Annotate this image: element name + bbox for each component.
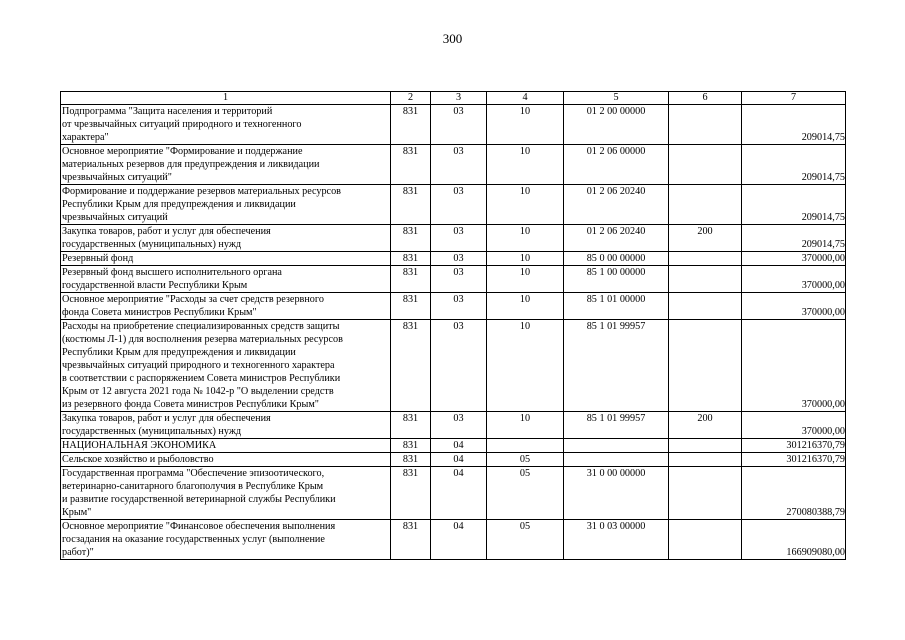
column-header-1: 1 bbox=[61, 92, 391, 105]
column-number-row bbox=[61, 92, 846, 105]
admin-code: 831 bbox=[391, 252, 431, 266]
target-article-code: 01 2 06 20240 bbox=[564, 185, 669, 225]
column-header-4: 4 bbox=[487, 92, 564, 105]
amount-value: 370000,00 bbox=[742, 252, 846, 266]
subsection-code: 10 bbox=[487, 293, 564, 320]
subsection-code: 10 bbox=[487, 225, 564, 252]
target-article-code: 85 1 01 00000 bbox=[564, 293, 669, 320]
row-name-line: Основное мероприятие "Формирование и поддержание bbox=[62, 146, 303, 157]
expense-type-code bbox=[669, 520, 742, 560]
target-article-code: 01 2 06 20240 bbox=[564, 225, 669, 252]
row-name-line: Сельское хозяйство и рыболовство bbox=[62, 454, 214, 465]
admin-code: 831 bbox=[391, 520, 431, 560]
row-name-line: Расходы на приобретение специализированных средств защиты bbox=[62, 321, 340, 332]
row-name-line: в соответствии с распоряжением Совета министров Республики bbox=[62, 373, 341, 384]
column-header-7: 7 bbox=[742, 92, 846, 105]
row-name-line: госзадания на оказание государственных услуг (выполнение bbox=[62, 534, 325, 545]
subsection-code: 05 bbox=[487, 467, 564, 520]
row-name-line: Республики Крым для предупреждения и ликвидации bbox=[62, 347, 296, 358]
budget-table bbox=[60, 91, 846, 560]
expense-type-code bbox=[669, 145, 742, 185]
row-name-line: чрезвычайных ситуаций" bbox=[62, 172, 172, 183]
section-code: 04 bbox=[431, 520, 487, 560]
row-name-line: (костюмы Л-1) для восполнения резерва материальных ресурсов bbox=[62, 334, 343, 345]
amount-value: 209014,75 bbox=[742, 105, 846, 145]
row-name-line: Подпрограмма "Защита населения и территорий bbox=[62, 106, 273, 117]
admin-code: 831 bbox=[391, 453, 431, 467]
amount-value: 370000,00 bbox=[742, 320, 846, 412]
admin-code: 831 bbox=[391, 320, 431, 412]
column-header-5: 5 bbox=[564, 92, 669, 105]
row-name bbox=[61, 252, 391, 266]
subsection-code: 10 bbox=[487, 412, 564, 439]
table-row bbox=[61, 293, 846, 320]
expense-type-code bbox=[669, 252, 742, 266]
section-code: 04 bbox=[431, 453, 487, 467]
row-name bbox=[61, 225, 391, 252]
section-code: 03 bbox=[431, 320, 487, 412]
row-name-line: государственных (муниципальных) нужд bbox=[62, 426, 242, 437]
row-name bbox=[61, 439, 391, 453]
row-name-line: ветеринарно-санитарного благополучия в Республике Крым bbox=[62, 481, 324, 492]
expense-type-code bbox=[669, 293, 742, 320]
section-code: 04 bbox=[431, 467, 487, 520]
section-code: 03 bbox=[431, 105, 487, 145]
amount-value: 301216370,79 bbox=[742, 453, 846, 467]
row-name-line: Формирование и поддержание резервов материальных ресурсов bbox=[62, 186, 341, 197]
target-article-code: 31 0 03 00000 bbox=[564, 520, 669, 560]
amount-value: 370000,00 bbox=[742, 412, 846, 439]
row-name-line: Закупка товаров, работ и услуг для обеспечения bbox=[62, 413, 271, 424]
row-name bbox=[61, 412, 391, 439]
expense-type-code bbox=[669, 266, 742, 293]
amount-value: 270080388,79 bbox=[742, 467, 846, 520]
row-name bbox=[61, 185, 391, 225]
section-code: 03 bbox=[431, 412, 487, 439]
row-name-line: Крым" bbox=[62, 507, 92, 518]
row-name-line: Резервный фонд bbox=[62, 253, 134, 264]
section-code: 03 bbox=[431, 145, 487, 185]
table-row bbox=[61, 412, 846, 439]
row-name-line: Республики Крым для предупреждения и ликвидации bbox=[62, 199, 296, 210]
row-name-line: Государственная программа "Обеспечение эпизоотического, bbox=[62, 468, 325, 479]
subsection-code: 05 bbox=[487, 520, 564, 560]
admin-code: 831 bbox=[391, 185, 431, 225]
subsection-code: 10 bbox=[487, 320, 564, 412]
row-name bbox=[61, 467, 391, 520]
table-row bbox=[61, 320, 846, 412]
row-name bbox=[61, 320, 391, 412]
row-name-line: чрезвычайных ситуаций bbox=[62, 212, 168, 223]
table-row bbox=[61, 185, 846, 225]
row-name bbox=[61, 266, 391, 293]
table-row bbox=[61, 266, 846, 293]
row-name-line: материальных резервов для предупреждения и ликвидации bbox=[62, 159, 320, 170]
row-name bbox=[61, 145, 391, 185]
table-row bbox=[61, 225, 846, 252]
row-name-line: государственной власти Республики Крым bbox=[62, 280, 248, 291]
amount-value: 370000,00 bbox=[742, 266, 846, 293]
target-article-code: 01 2 06 00000 bbox=[564, 145, 669, 185]
admin-code: 831 bbox=[391, 266, 431, 293]
expense-type-code bbox=[669, 467, 742, 520]
section-code: 03 bbox=[431, 225, 487, 252]
column-header-6: 6 bbox=[669, 92, 742, 105]
table-row bbox=[61, 520, 846, 560]
subsection-code: 10 bbox=[487, 185, 564, 225]
expense-type-code bbox=[669, 320, 742, 412]
admin-code: 831 bbox=[391, 225, 431, 252]
section-code: 03 bbox=[431, 293, 487, 320]
page-number: 300 bbox=[442, 31, 463, 46]
row-name-line: государственных (муниципальных) нужд bbox=[62, 239, 242, 250]
expense-type-code bbox=[669, 439, 742, 453]
amount-value: 209014,75 bbox=[742, 145, 846, 185]
table-row bbox=[61, 145, 846, 185]
target-article-code: 01 2 00 00000 bbox=[564, 105, 669, 145]
row-name-line: НАЦИОНАЛЬНАЯ ЭКОНОМИКА bbox=[62, 440, 217, 451]
admin-code: 831 bbox=[391, 467, 431, 520]
row-name-line: от чрезвычайных ситуаций природного и техногенного bbox=[62, 119, 302, 130]
row-name-line: Закупка товаров, работ и услуг для обеспечения bbox=[62, 226, 271, 237]
subsection-code: 10 bbox=[487, 105, 564, 145]
row-name-line: характера" bbox=[62, 132, 109, 143]
row-name-line: из резервного фонда Совета министров Республики Крым" bbox=[62, 399, 319, 410]
target-article-code: 85 0 00 00000 bbox=[564, 252, 669, 266]
row-name-line: чрезвычайных ситуаций природного и техногенного характера bbox=[62, 360, 335, 371]
row-name bbox=[61, 453, 391, 467]
expense-type-code bbox=[669, 453, 742, 467]
subsection-code: 10 bbox=[487, 266, 564, 293]
amount-value: 301216370,79 bbox=[742, 439, 846, 453]
admin-code: 831 bbox=[391, 145, 431, 185]
admin-code: 831 bbox=[391, 105, 431, 145]
target-article-code bbox=[564, 453, 669, 467]
target-article-code: 85 1 00 00000 bbox=[564, 266, 669, 293]
table-body bbox=[61, 105, 846, 560]
row-name bbox=[61, 105, 391, 145]
subsection-code bbox=[487, 439, 564, 453]
table-row bbox=[61, 467, 846, 520]
row-name-line: Основное мероприятие "Расходы за счет средств резервного bbox=[62, 294, 324, 305]
table-row bbox=[61, 453, 846, 467]
section-code: 03 bbox=[431, 252, 487, 266]
row-name-line: фонда Совета министров Республики Крым" bbox=[62, 307, 257, 318]
subsection-code: 05 bbox=[487, 453, 564, 467]
target-article-code bbox=[564, 439, 669, 453]
expense-type-code: 200 bbox=[669, 225, 742, 252]
section-code: 04 bbox=[431, 439, 487, 453]
section-code: 03 bbox=[431, 266, 487, 293]
amount-value: 166909080,00 bbox=[742, 520, 846, 560]
subsection-code: 10 bbox=[487, 145, 564, 185]
row-name-line: работ)" bbox=[62, 547, 94, 558]
table-row bbox=[61, 105, 846, 145]
target-article-code: 85 1 01 99957 bbox=[564, 412, 669, 439]
expense-type-code bbox=[669, 105, 742, 145]
section-code: 03 bbox=[431, 185, 487, 225]
row-name bbox=[61, 293, 391, 320]
admin-code: 831 bbox=[391, 293, 431, 320]
target-article-code: 31 0 00 00000 bbox=[564, 467, 669, 520]
expense-type-code bbox=[669, 185, 742, 225]
amount-value: 370000,00 bbox=[742, 293, 846, 320]
column-header-2: 2 bbox=[391, 92, 431, 105]
row-name-line: Резервный фонд высшего исполнительного органа bbox=[62, 267, 282, 278]
column-header-3: 3 bbox=[431, 92, 487, 105]
amount-value: 209014,75 bbox=[742, 185, 846, 225]
amount-value: 209014,75 bbox=[742, 225, 846, 252]
table-row bbox=[61, 439, 846, 453]
target-article-code: 85 1 01 99957 bbox=[564, 320, 669, 412]
row-name-line: Крым от 12 августа 2021 года № 1042-р "О выделении средств bbox=[62, 386, 334, 397]
row-name-line: и развитие государственной ветеринарной службы Республики bbox=[62, 494, 336, 505]
admin-code: 831 bbox=[391, 412, 431, 439]
expense-type-code: 200 bbox=[669, 412, 742, 439]
row-name-line: Основное мероприятие "Финансовое обеспечения выполнения bbox=[62, 521, 336, 532]
row-name bbox=[61, 520, 391, 560]
table-row bbox=[61, 252, 846, 266]
admin-code: 831 bbox=[391, 439, 431, 453]
subsection-code: 10 bbox=[487, 252, 564, 266]
